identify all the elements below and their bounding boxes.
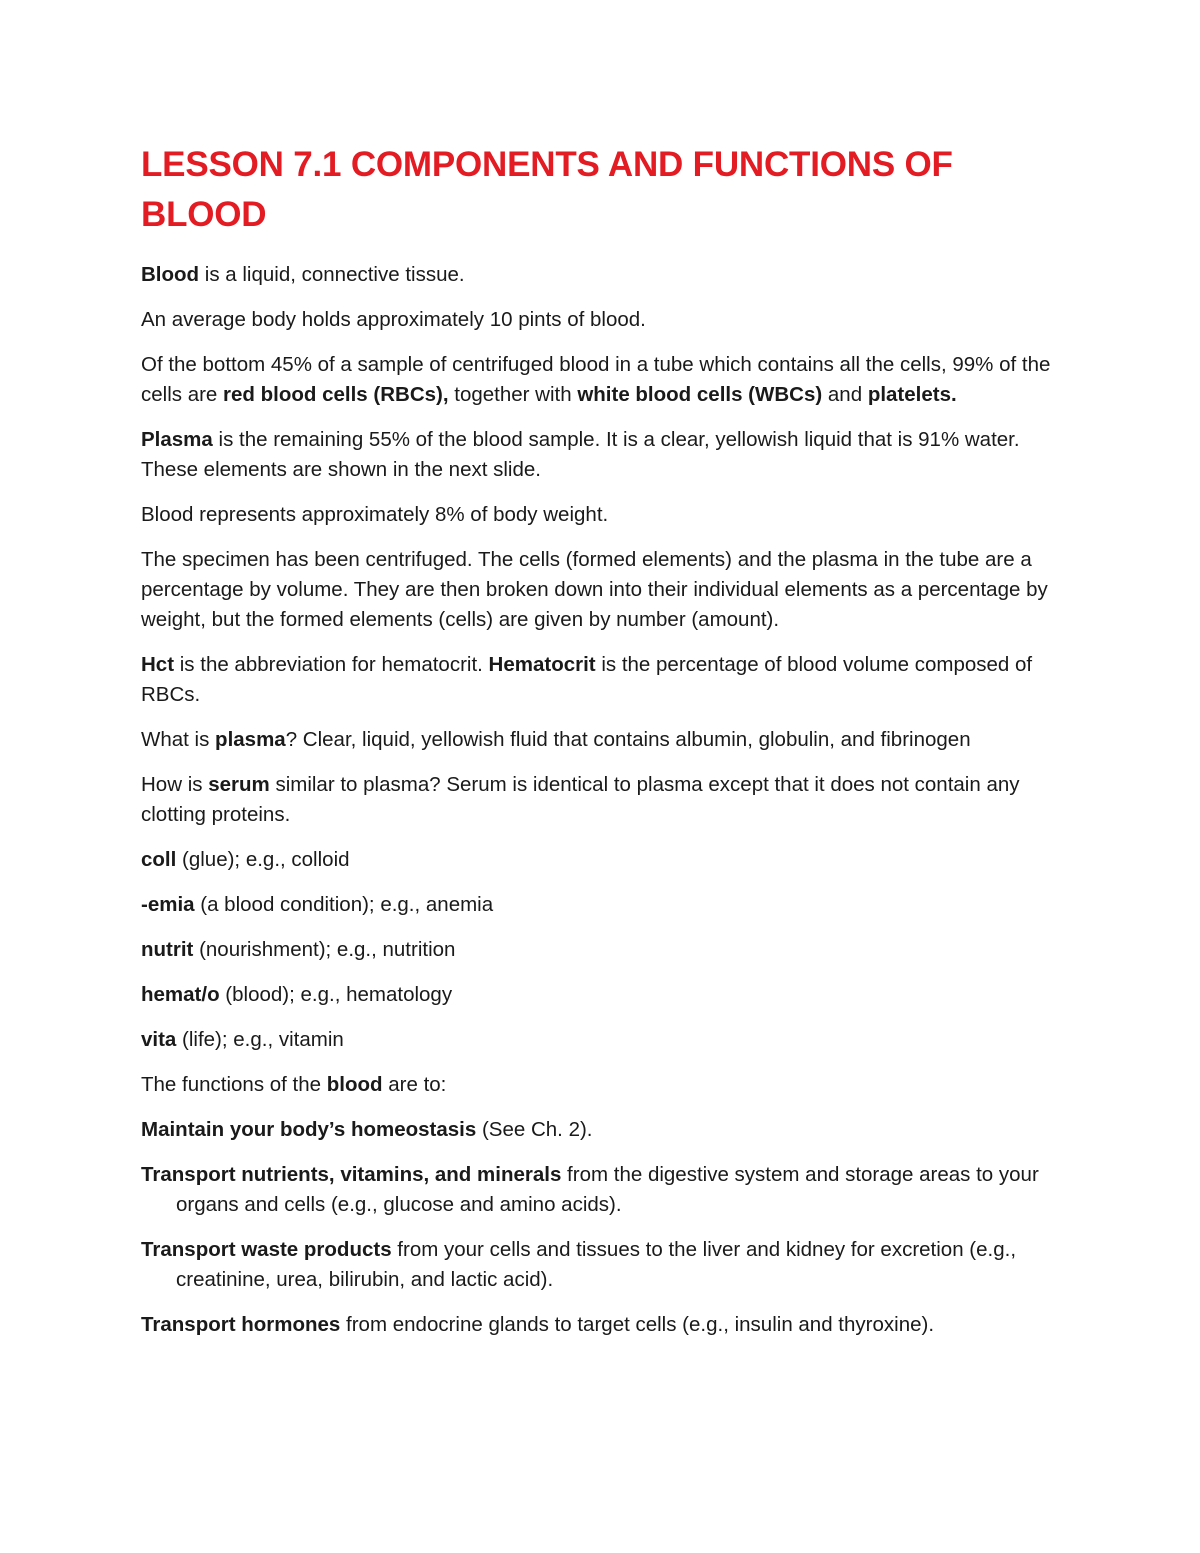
text-run: is the percentage of blood volume composed of RBCs. (141, 653, 1033, 706)
text-run: (nourishment); e.g., nutrition (193, 938, 456, 961)
text-run: from endocrine glands to target cells (e.g., insulin and thyroxine). (340, 1313, 935, 1336)
text-run: and (822, 383, 868, 406)
bold-term: vita (141, 1028, 177, 1051)
bold-term: white blood cells (WBCs) (577, 383, 823, 406)
bold-term: plasma (215, 728, 286, 751)
paragraph (141, 1070, 1061, 1100)
paragraph (141, 890, 1061, 920)
bold-term: Blood (141, 263, 200, 286)
text-run: The specimen has been centrifuged. The cells (formed elements) and the plasma in the tube are a percentage by volume. They are then broken down into their individual elements as a percentage by weight, but the formed elements (cells) are given by number (amount). (141, 548, 1048, 631)
document-body (141, 260, 1061, 1340)
text-run: (life); e.g., vitamin (176, 1028, 344, 1051)
bold-term: hemat/o (141, 983, 220, 1006)
paragraph (141, 845, 1061, 875)
paragraph (141, 1025, 1061, 1055)
text-run: from your cells and tissues to the liver and kidney for excretion (e.g., creatinine, urea, bilirubin, and lactic acid). (176, 1238, 1017, 1291)
text-run: (glue); e.g., colloid (176, 848, 350, 871)
lesson-title: LESSON 7.1 COMPONENTS AND FUNCTIONS OF BLOOD (141, 145, 953, 234)
text-run: is the abbreviation for hematocrit. (174, 653, 489, 676)
text-run: Blood represents approximately 8% of body weight. (141, 503, 609, 526)
paragraph (141, 305, 1061, 335)
text-run: (See Ch. 2). (476, 1118, 593, 1141)
text-run: An average body holds approximately 10 pints of blood. (141, 308, 646, 331)
text-run: is a liquid, connective tissue. (199, 263, 465, 286)
bold-term: coll (141, 848, 177, 871)
text-run: (blood); e.g., hematology (219, 983, 453, 1006)
paragraph (141, 725, 1061, 755)
paragraph (141, 500, 1061, 530)
document-page (141, 140, 1061, 1355)
paragraph (141, 260, 1061, 290)
paragraph (141, 545, 1061, 635)
bold-term: Transport hormones (141, 1313, 341, 1336)
bold-term: Hematocrit (488, 653, 596, 676)
bold-term: platelets. (867, 383, 957, 406)
paragraph (141, 1235, 1061, 1295)
text-run: How is (141, 773, 209, 796)
paragraph (141, 350, 1061, 410)
text-run: is the remaining 55% of the blood sample. It is a clear, yellowish liquid that is 91% water. These elements are shown in the next slide. (141, 428, 1020, 481)
bold-term: Plasma (141, 428, 213, 451)
bold-term: Maintain your body’s homeostasis (141, 1118, 477, 1141)
bold-term: Transport nutrients, vitamins, and minerals (141, 1163, 562, 1186)
paragraph (141, 1115, 1061, 1145)
text-run: ? Clear, liquid, yellowish fluid that contains albumin, globulin, and fibrinogen (285, 728, 971, 751)
bold-term: -emia (141, 893, 195, 916)
bold-term: serum (208, 773, 270, 796)
text-run: together with (448, 383, 578, 406)
text-run: are to: (382, 1073, 447, 1096)
paragraph (141, 935, 1061, 965)
text-run: (a blood condition); e.g., anemia (194, 893, 494, 916)
bold-term: nutrit (141, 938, 194, 961)
paragraph (141, 1310, 1061, 1340)
text-run: similar to plasma? Serum is identical to plasma except that it does not contain any clotting proteins. (141, 773, 1020, 826)
paragraph (141, 1160, 1061, 1220)
text-run: What is (141, 728, 216, 751)
paragraph (141, 770, 1061, 830)
paragraph (141, 425, 1061, 485)
bold-term: blood (326, 1073, 383, 1096)
paragraph (141, 650, 1061, 710)
text-run: Of the bottom 45% of a sample of centrifuged blood in a tube which contains all the cells, 99% of the cells are (141, 353, 1051, 406)
bold-term: Transport waste products (141, 1238, 392, 1261)
bold-term: red blood cells (RBCs), (223, 383, 449, 406)
paragraph (141, 980, 1061, 1010)
bold-term: Hct (141, 653, 175, 676)
text-run: The functions of the (141, 1073, 327, 1096)
text-run: from the digestive system and storage areas to your organs and cells (e.g., glucose and amino acids). (176, 1163, 1039, 1216)
